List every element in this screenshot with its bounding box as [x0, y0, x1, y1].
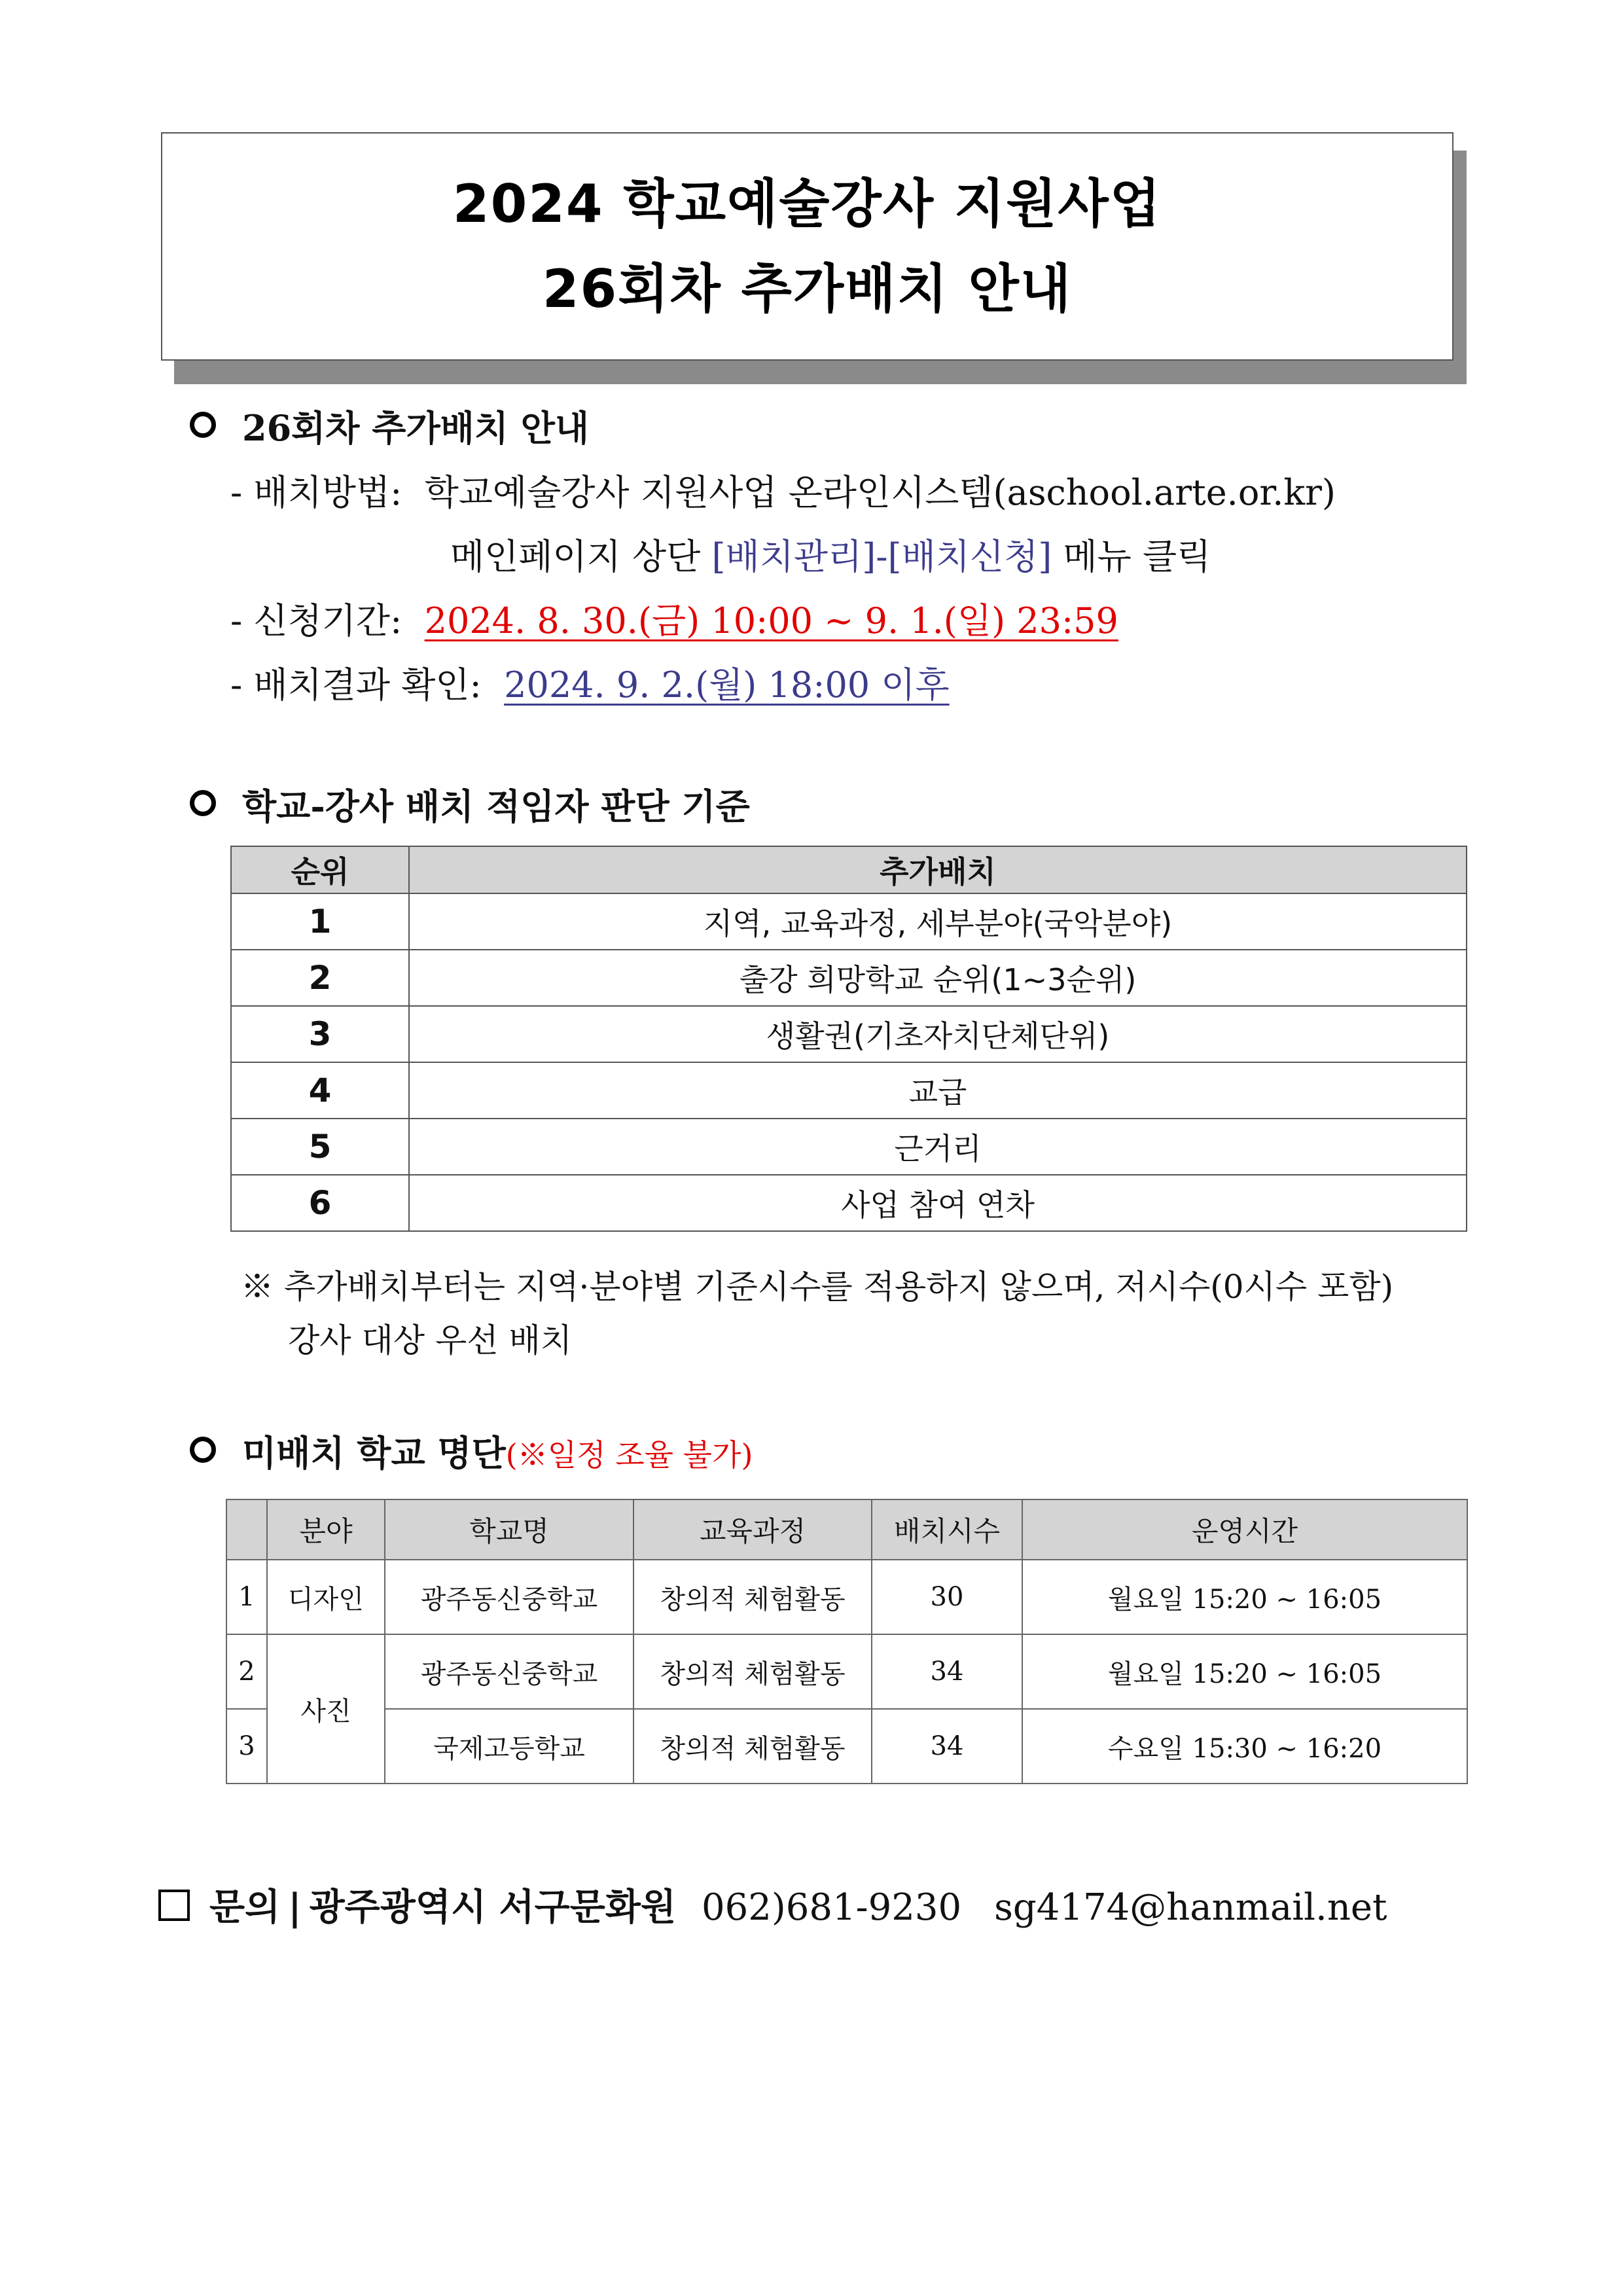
no-cell: 2	[226, 1634, 267, 1709]
school-cell: 국제고등학교	[385, 1709, 633, 1784]
table-row	[231, 1006, 1467, 1062]
method-line: - 배치방법: 학교예술강사 지원사업 온라인시스템(aschool.arte.or.kr)	[230, 472, 1336, 513]
period-value: 2024. 8. 30.(금) 10:00 ~ 9. 1.(일) 23:59	[424, 600, 1118, 641]
table-row	[226, 1709, 1467, 1784]
rank-cell: 4	[231, 1062, 409, 1119]
result-value: 2024. 9. 2.(월) 18:00 이후	[504, 664, 950, 706]
criteria-cell: 출강 희망학교 순위(1~3순위)	[409, 950, 1467, 1006]
contact-line: 문의 | 광주광역시 서구문화원 062)681-9230 sg4174@hanmail.net	[158, 1878, 1387, 1931]
section3-heading: 미배치 학교 명단(※일정 조율 불가)	[190, 1426, 753, 1476]
unassigned-schools-table	[226, 1499, 1468, 1784]
no-cell: 3	[226, 1709, 267, 1784]
criteria-header-criteria: 추가배치	[409, 846, 1467, 893]
table-row	[226, 1560, 1467, 1634]
title-box	[161, 132, 1454, 361]
field-cell: 디자인	[267, 1560, 385, 1634]
result-line: - 배치결과 확인: 2024. 9. 2.(월) 18:00 이후	[230, 664, 950, 706]
table-row	[231, 1062, 1467, 1119]
time-cell: 월요일 15:20 ~ 16:05	[1022, 1560, 1467, 1634]
table-row	[231, 950, 1467, 1006]
rank-cell: 6	[231, 1175, 409, 1231]
unassigned-header-row	[226, 1499, 1467, 1560]
rank-cell: 3	[231, 1006, 409, 1062]
circle-bullet-icon	[190, 1437, 216, 1463]
contact-phone: 062)681-9230	[702, 1886, 962, 1929]
header-field: 분야	[267, 1499, 385, 1560]
header-course: 교육과정	[633, 1499, 872, 1560]
hours-cell: 34	[872, 1709, 1022, 1784]
header-school: 학교명	[385, 1499, 633, 1560]
time-cell: 수요일 15:30 ~ 16:20	[1022, 1709, 1467, 1784]
header-time: 운영시간	[1022, 1499, 1467, 1560]
rank-cell: 2	[231, 950, 409, 1006]
table-row	[231, 1175, 1467, 1231]
school-cell: 광주동신중학교	[385, 1560, 633, 1634]
criteria-cell: 교급	[409, 1062, 1467, 1119]
circle-bullet-icon	[190, 790, 216, 816]
criteria-note-2: 강사 대상 우선 배치	[288, 1321, 573, 1359]
header-hours: 배치시수	[872, 1499, 1022, 1560]
field-cell: 사진	[267, 1634, 385, 1784]
title-line-1: 2024 학교예술강사 지원사업	[452, 173, 1162, 234]
criteria-cell: 지역, 교육과정, 세부분야(국악분야)	[409, 893, 1467, 950]
no-cell: 1	[226, 1560, 267, 1634]
menu-path: [배치관리]-[배치신청]	[711, 536, 1052, 577]
method-line-2: 메인페이지 상단 [배치관리]-[배치신청] 메뉴 클릭	[450, 536, 1211, 577]
header-no	[226, 1499, 267, 1560]
criteria-header-rank: 순위	[231, 846, 409, 893]
contact-email[interactable]: sg4174@hanmail.net	[994, 1886, 1387, 1929]
criteria-cell: 근거리	[409, 1119, 1467, 1175]
title-line-2: 26회차 추가배치 안내	[542, 258, 1073, 319]
criteria-note-1: ※ 추가배치부터는 지역·분야별 기준시수를 적용하지 않으며, 저시수(0시수 포함)	[241, 1268, 1394, 1306]
section1-heading: 26회차 추가배치 안내	[190, 401, 589, 451]
hours-cell: 34	[872, 1634, 1022, 1709]
criteria-header-row	[231, 846, 1467, 893]
square-bullet-icon	[158, 1890, 190, 1921]
rank-cell: 5	[231, 1119, 409, 1175]
table-row	[226, 1634, 1467, 1709]
time-cell: 월요일 15:20 ~ 16:05	[1022, 1634, 1467, 1709]
table-row	[231, 1119, 1467, 1175]
circle-bullet-icon	[190, 412, 216, 438]
course-cell: 창의적 체험활동	[633, 1709, 872, 1784]
rank-cell: 1	[231, 893, 409, 950]
criteria-cell: 사업 참여 연차	[409, 1175, 1467, 1231]
table-row	[231, 893, 1467, 950]
criteria-cell: 생활권(기초자치단체단위)	[409, 1006, 1467, 1062]
period-line: - 신청기간: 2024. 8. 30.(금) 10:00 ~ 9. 1.(일) 23:59	[230, 600, 1118, 641]
school-cell: 광주동신중학교	[385, 1634, 633, 1709]
criteria-table	[230, 846, 1467, 1232]
course-cell: 창의적 체험활동	[633, 1560, 872, 1634]
heading-note: (※일정 조율 불가)	[505, 1437, 753, 1473]
section2-heading: 학교-강사 배치 적임자 판단 기준	[190, 779, 750, 829]
hours-cell: 30	[872, 1560, 1022, 1634]
course-cell: 창의적 체험활동	[633, 1634, 872, 1709]
